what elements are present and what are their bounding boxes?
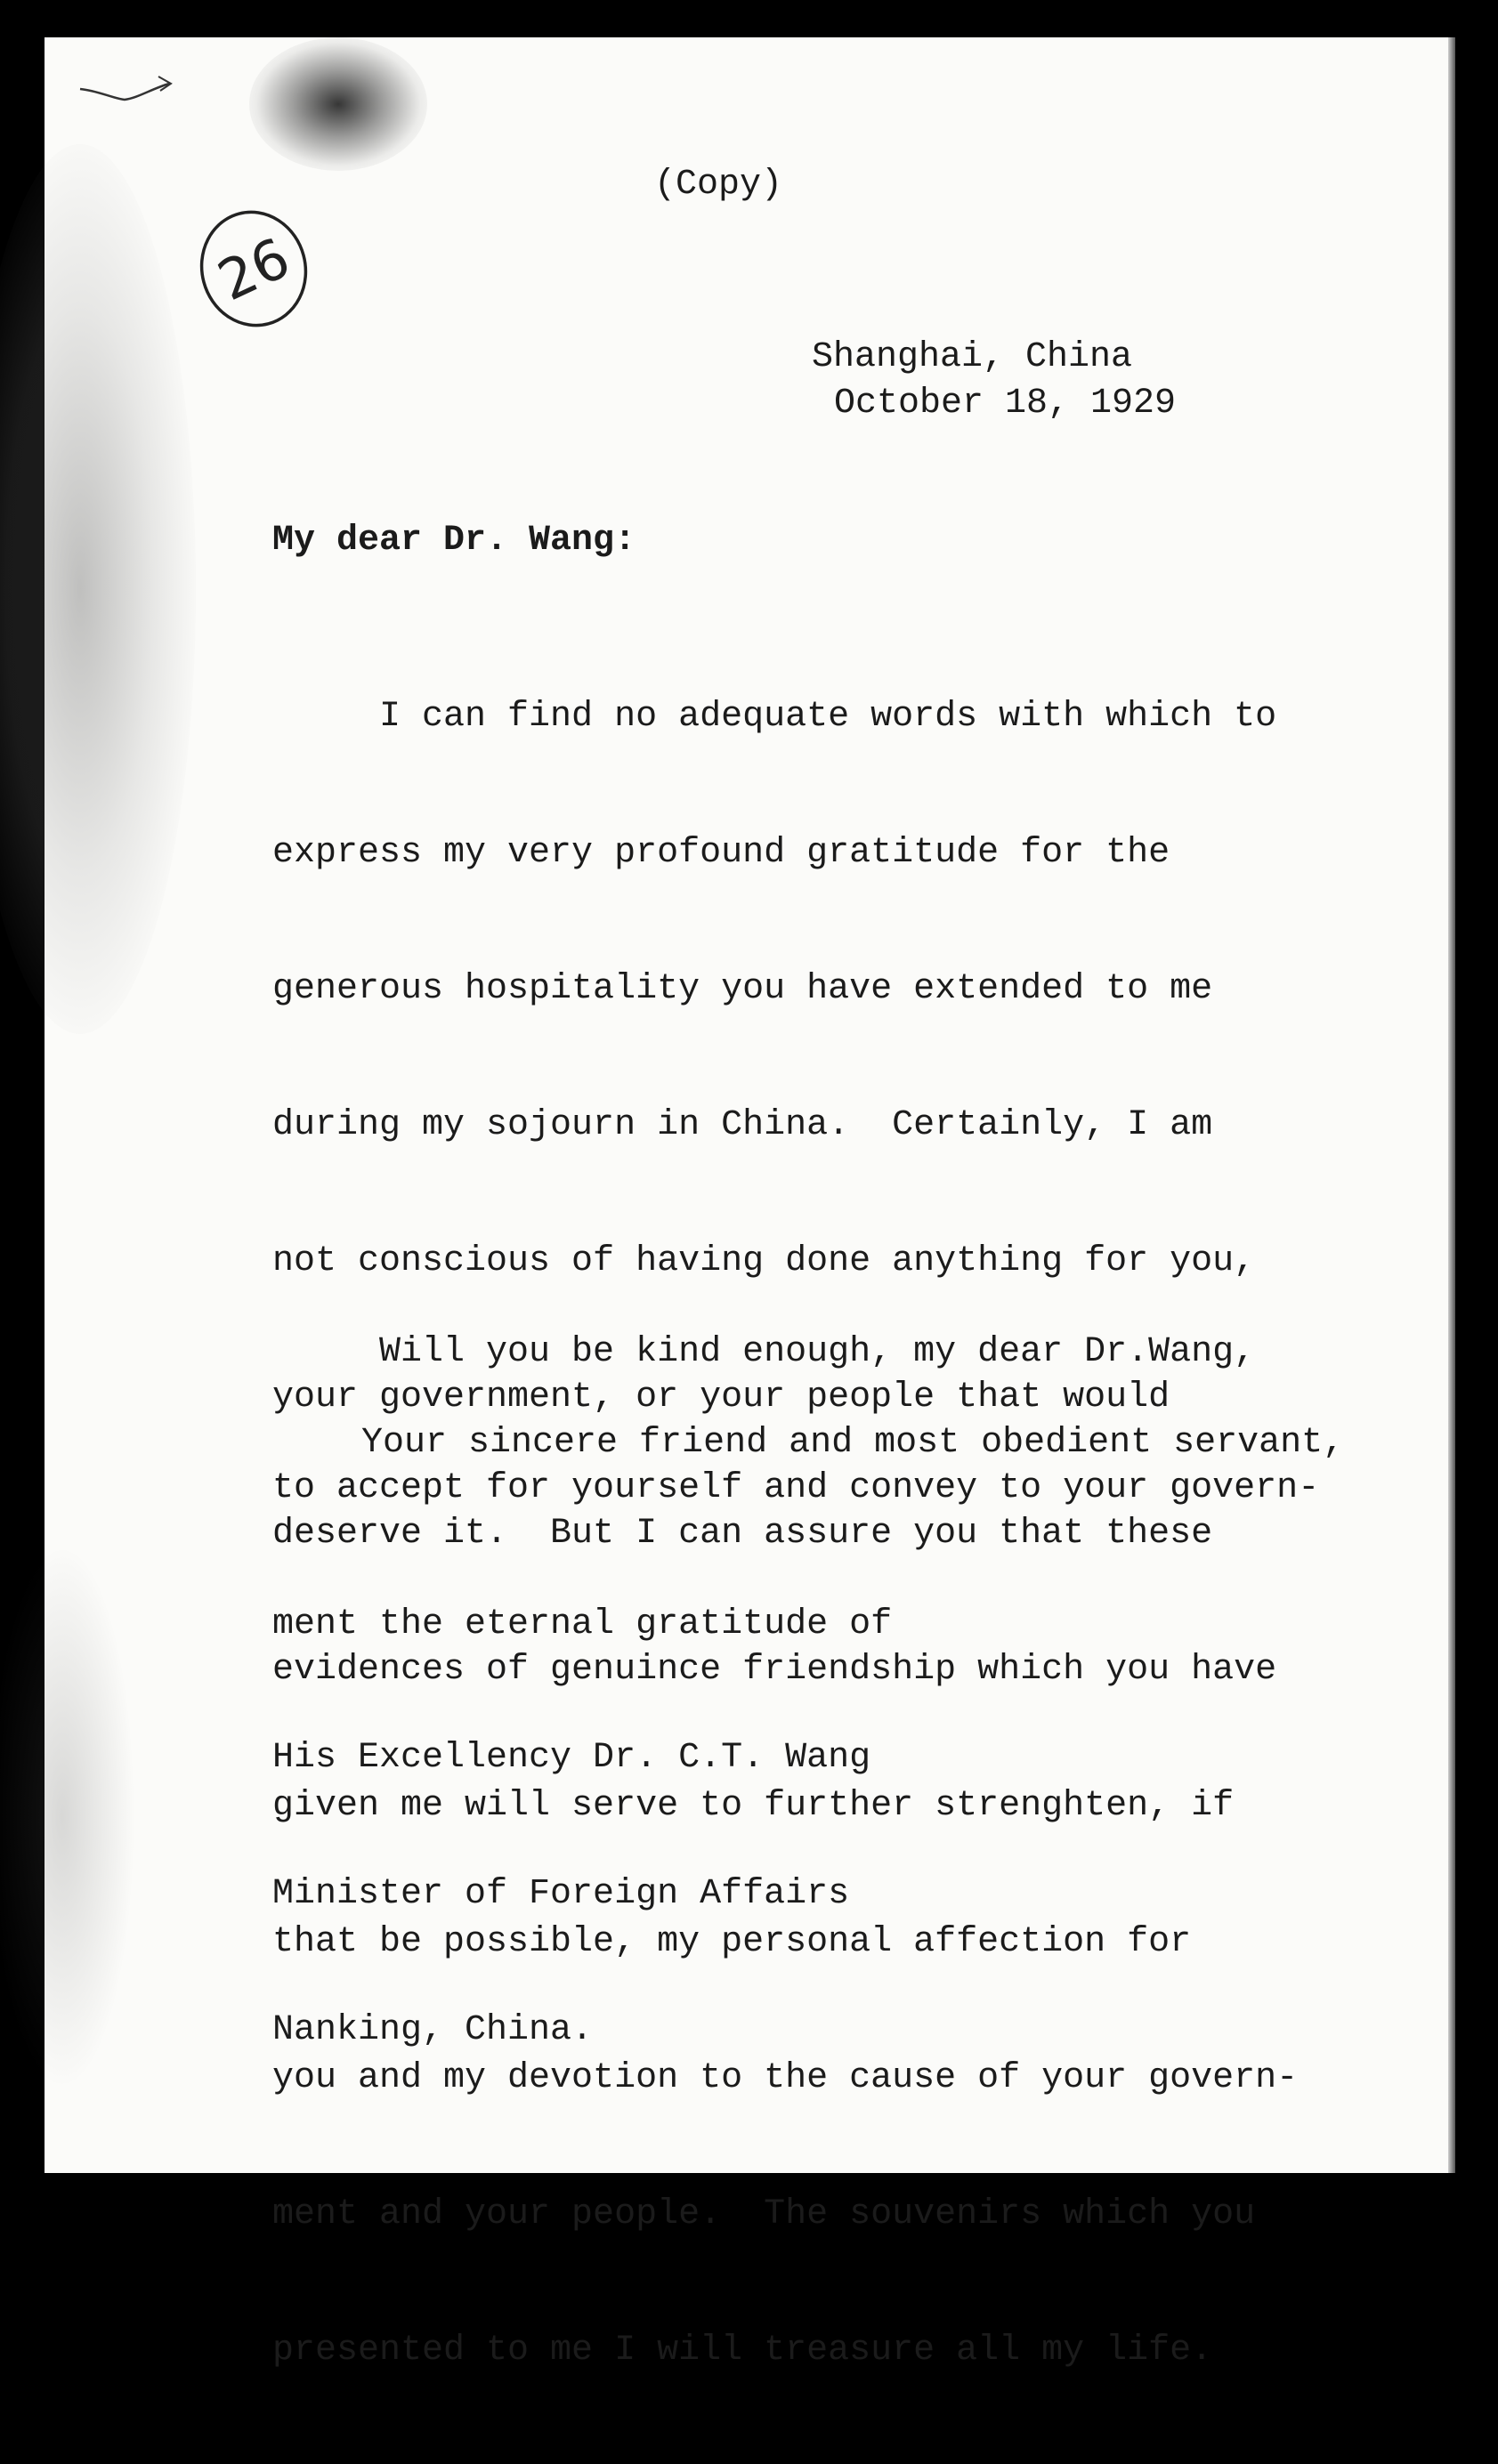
document-page (45, 37, 1455, 2371)
letter-date: October 18, 1929 (834, 384, 1177, 424)
circled-folio-number (191, 206, 316, 331)
text-line: presented to me I will treasure all my life. (272, 2331, 1213, 2371)
text-line: Will you be kind enough, my dear Dr.Wang, (272, 1332, 1256, 1372)
ink-smudge (249, 37, 427, 171)
text-line: you and my devotion to the cause of your govern- (272, 2058, 1299, 2098)
text-line: generous hospitality you have extended to me (272, 969, 1213, 1009)
address-line: Nanking, China. (272, 2010, 594, 2050)
text-line: given me will serve to further strenghten, if (272, 1786, 1235, 1826)
letter-place: Shanghai, China (812, 337, 1133, 377)
folio-number: 26 (208, 224, 300, 314)
text-line: express my very profound gratitude for the (272, 833, 1170, 873)
address-line: His Excellency Dr. C.T. Wang (272, 1738, 871, 1778)
closing-line: Your sincere friend and most obedient servant, (361, 1423, 1345, 1463)
copy-label: (Copy) (654, 165, 783, 205)
text-line: deserve it. But I can assure you that these (272, 1514, 1213, 1554)
text-line: ment the eternal gratitude of (272, 1604, 893, 1644)
text-line: to accept for yourself and convey to your govern- (272, 1468, 1320, 1508)
text-line: ment and your people. The souvenirs which you (272, 2194, 1256, 2234)
salutation: My dear Dr. Wang: (272, 521, 636, 561)
text-line: during my sojourn in China. Certainly, I am (272, 1105, 1213, 1145)
text-line: not conscious of having done anything for you, (272, 1241, 1256, 1281)
address-line: Minister of Foreign Affairs (272, 1874, 850, 1914)
edge-shadow-lower (0, 1550, 134, 2084)
text-line: evidences of genuince friendship which you have (272, 1650, 1277, 1690)
text-line: that be possible, my personal affection for (272, 1922, 1192, 1962)
edge-shadow (0, 144, 196, 1034)
text-line: your government, or your people that would (272, 1377, 1170, 1418)
recipient-address (272, 1644, 870, 2144)
page-edge (1448, 37, 1455, 2173)
pencil-tick-mark (71, 62, 178, 116)
text-line: I can find no adequate words with which to (272, 697, 1277, 737)
